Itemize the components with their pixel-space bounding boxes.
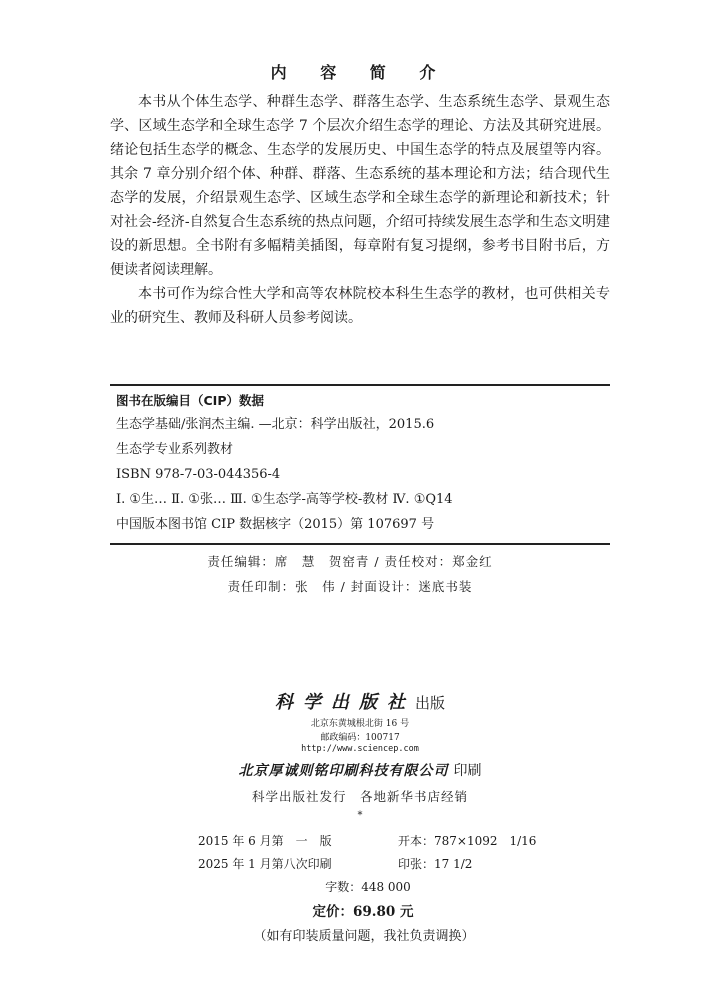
quality-note: （如有印装质量问题，我社负责调换） [253,929,475,944]
edition-format: 开本：787×1092 1/16 [398,834,537,848]
edition-first: 2015 年 6 月第 一 版 [198,834,332,848]
printer-name: 北京厚诚则铭印刷科技有限公司 [238,763,449,779]
distribution: 科学出版社发行 各地新华书店经销 [251,789,468,804]
publisher-logo: 科学出版社 [274,692,415,713]
printer-suffix: 印刷 [453,763,482,779]
cip-line-isbn: ISBN 978-7-03-044356-4 [116,467,281,482]
cip-line-title: 生态学基础/张润杰主编. —北京：科学出版社，2015.6 [116,417,435,432]
intro-paragraph: 本书可作为综合性大学和高等农林院校本科生生态学的教材，也可供相关专业的研究生、教师及科研人员参考阅读。 [110,286,610,326]
cip-line-subjects: Ⅰ. ①生… Ⅱ. ①张… Ⅲ. ①生态学-高等学校-教材 Ⅳ. ①Q14 [116,492,453,507]
credits-editors: 责任编辑：席 慧 贺窑青 / 责任校对：郑金红 [207,554,493,569]
cip-title: 图书在版编目（CIP）数据 [116,393,264,408]
intro-paragraph: 本书从个体生态学、种群生态学、群落生态学、生态系统生态学、景观生态学、区域生态学和全球生态学 7 个层次介绍生态学的理论、方法及其研究进展。绪论包括生态学的概念、生态学的发展历史、中国生态学的特点及展望等内容。其余 7 章分别介绍个体、种群、群落、生态系统的基本理论和方法；结合现代生态学的发展，介绍景观生态学、区域生态学和全球生态学的新理论和新技术；针对社会-经济-自然复合生态系统的热点问题，介绍可持续发展生态学和生态文明建设的新思想。全书附有多幅精美插图，每章附有复习提纲，参考书目附书后，方便读者阅读理解。 [110,94,610,278]
publisher-address: 北京东黄城根北街 16 号 [310,719,410,729]
word-count: 字数：448 000 [325,880,411,894]
price: 定价：69.80 元 [312,904,414,920]
edition-printing: 2025 年 1 月第八次印刷 [198,857,332,871]
edition-sheets: 印张：17 1/2 [398,857,473,871]
credits-production: 责任印制：张 伟 / 封面设计：迷底书装 [227,579,473,594]
separator-star: * [357,810,363,821]
cip-line-series: 生态学专业系列教材 [116,442,234,457]
intro-title: 内 容 简 介 [270,63,450,82]
publisher [0,688,720,714]
printer [0,760,720,780]
publisher-url: http://www.sciencep.com [301,744,419,754]
intro-body [110,90,610,330]
cip-line-number: 中国版本图书馆 CIP 数据核字（2015）第 107697 号 [116,517,435,532]
cip-block [110,384,610,545]
publisher-suffix: 出版 [414,694,445,712]
publisher-zip: 邮政编码：100717 [320,733,400,743]
